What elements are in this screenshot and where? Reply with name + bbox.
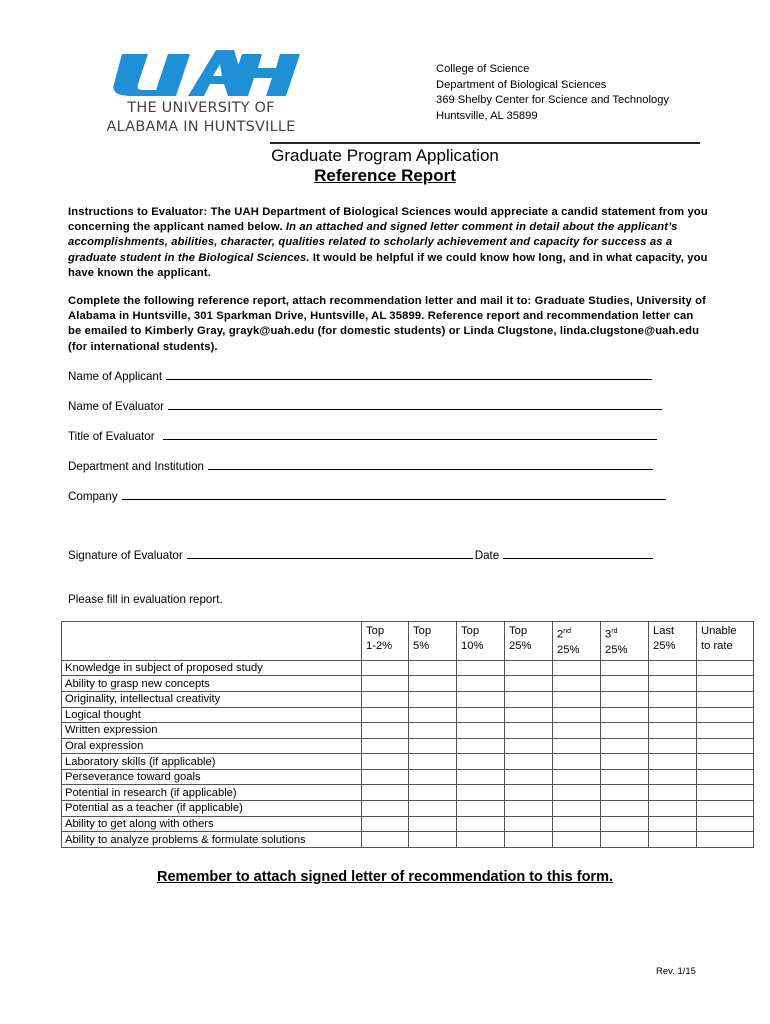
rating-cell[interactable] bbox=[362, 691, 409, 707]
company-input-line[interactable] bbox=[122, 489, 666, 500]
rating-cell[interactable] bbox=[505, 754, 553, 770]
rating-cell[interactable] bbox=[649, 801, 697, 817]
rating-column-header bbox=[649, 622, 697, 661]
rating-cell[interactable] bbox=[697, 691, 754, 707]
table-row bbox=[62, 723, 754, 739]
rating-cell[interactable] bbox=[362, 754, 409, 770]
rating-column-header bbox=[553, 622, 601, 661]
rating-cell[interactable] bbox=[649, 816, 697, 832]
rating-cell[interactable] bbox=[601, 754, 649, 770]
criterion-label: Written expression bbox=[62, 723, 362, 739]
rating-cell[interactable] bbox=[649, 707, 697, 723]
rating-cell[interactable] bbox=[601, 832, 649, 848]
rating-cell[interactable] bbox=[409, 691, 457, 707]
rating-cell[interactable] bbox=[362, 676, 409, 692]
applicant-field[interactable] bbox=[68, 369, 652, 383]
rating-cell[interactable] bbox=[457, 754, 505, 770]
rating-cell[interactable] bbox=[601, 676, 649, 692]
signature-field[interactable] bbox=[68, 548, 653, 562]
rating-cell[interactable] bbox=[649, 769, 697, 785]
rating-cell[interactable] bbox=[362, 660, 409, 676]
evaluator-input-line[interactable] bbox=[168, 399, 662, 410]
rating-cell[interactable] bbox=[649, 691, 697, 707]
rating-cell[interactable] bbox=[457, 707, 505, 723]
column-label-line-1: Top bbox=[461, 625, 480, 637]
rating-column-header bbox=[697, 622, 754, 661]
rating-cell[interactable] bbox=[505, 660, 553, 676]
rating-cell[interactable] bbox=[409, 707, 457, 723]
rating-cell[interactable] bbox=[505, 816, 553, 832]
rating-cell[interactable] bbox=[553, 723, 601, 739]
rating-cell[interactable] bbox=[505, 801, 553, 817]
rating-cell[interactable] bbox=[457, 832, 505, 848]
rating-cell[interactable] bbox=[553, 691, 601, 707]
criterion-label: Potential in research (if applicable) bbox=[62, 785, 362, 801]
rating-cell[interactable] bbox=[362, 723, 409, 739]
column-label-line-2: 25% bbox=[605, 643, 628, 656]
rating-cell[interactable] bbox=[553, 801, 601, 817]
column-label-line-1: Unable bbox=[701, 625, 737, 637]
criterion-label: Knowledge in subject of proposed study bbox=[62, 660, 362, 676]
criterion-label: Potential as a teacher (if applicable) bbox=[62, 801, 362, 817]
column-label-line-2: 25% bbox=[509, 640, 532, 652]
address-line: 369 Shelby Center for Science and Technology bbox=[436, 94, 670, 106]
rating-cell[interactable] bbox=[601, 785, 649, 801]
rating-cell[interactable] bbox=[553, 754, 601, 770]
rating-cell[interactable] bbox=[601, 801, 649, 817]
logo-line-2: ALABAMA IN HUNTSVILLE bbox=[106, 119, 296, 135]
table-row bbox=[62, 738, 754, 754]
column-label-line-1: Last bbox=[653, 625, 675, 637]
instructions-text-end: It would be helpful if we could know how long, and in what capacity, you have known the applicant. bbox=[68, 251, 708, 279]
rating-cell[interactable] bbox=[697, 769, 754, 785]
column-label-line-2: 25% bbox=[557, 643, 580, 656]
column-label-line-1: 2 bbox=[557, 628, 564, 641]
instructions-text: Instructions to Evaluator: The UAH Department of Biological Sciences would appreciate a candid statement from you concerning the applicant named below. bbox=[68, 206, 708, 234]
evaluator-title-input-line[interactable] bbox=[163, 429, 657, 440]
company-field[interactable] bbox=[68, 489, 666, 503]
column-label-line-2: 10% bbox=[461, 640, 484, 652]
rating-cell[interactable] bbox=[649, 738, 697, 754]
rating-cell[interactable] bbox=[649, 676, 697, 692]
rating-cell[interactable] bbox=[457, 801, 505, 817]
rating-cell[interactable] bbox=[457, 816, 505, 832]
signature-input-line[interactable] bbox=[187, 548, 473, 559]
rating-cell[interactable] bbox=[409, 660, 457, 676]
rating-cell[interactable] bbox=[601, 691, 649, 707]
rating-cell[interactable] bbox=[697, 785, 754, 801]
rating-column-header bbox=[601, 622, 649, 661]
criterion-label: Ability to grasp new concepts bbox=[62, 676, 362, 692]
rating-cell[interactable] bbox=[697, 723, 754, 739]
rating-cell[interactable] bbox=[697, 707, 754, 723]
table-row bbox=[62, 676, 754, 692]
rating-cell[interactable] bbox=[409, 832, 457, 848]
column-label-line-1: Top bbox=[366, 625, 385, 637]
rating-cell[interactable] bbox=[362, 707, 409, 723]
rating-cell[interactable] bbox=[601, 769, 649, 785]
revision-label: Rev. 1/15 bbox=[656, 966, 696, 977]
rating-cell[interactable] bbox=[601, 723, 649, 739]
address-block bbox=[436, 62, 669, 124]
rating-cell[interactable] bbox=[409, 769, 457, 785]
company-label: Company bbox=[68, 490, 118, 503]
rating-column-header bbox=[409, 622, 457, 661]
rating-cell[interactable] bbox=[505, 676, 553, 692]
rating-cell[interactable] bbox=[505, 723, 553, 739]
logo-line-1: THE UNIVERSITY OF bbox=[127, 100, 275, 116]
evaluation-table bbox=[61, 621, 754, 848]
column-label-superscript: rd bbox=[611, 628, 618, 635]
column-label-line-2: 25% bbox=[653, 640, 676, 652]
address-line: Department of Biological Sciences bbox=[436, 78, 607, 91]
column-label-line-2: 1-2% bbox=[366, 640, 393, 652]
rating-cell[interactable] bbox=[505, 691, 553, 707]
rating-cell[interactable] bbox=[553, 816, 601, 832]
evaluator-title-field[interactable] bbox=[68, 429, 657, 443]
criterion-label: Originality, intellectual creativity bbox=[62, 691, 362, 707]
criterion-label: Ability to analyze problems & formulate solutions bbox=[62, 832, 362, 848]
signature-label: Signature of Evaluator bbox=[68, 549, 183, 562]
rating-cell[interactable] bbox=[553, 832, 601, 848]
rating-cell[interactable] bbox=[505, 832, 553, 848]
header-divider bbox=[270, 142, 700, 144]
rating-cell[interactable] bbox=[697, 754, 754, 770]
uah-logo-mark bbox=[92, 46, 310, 102]
rating-cell[interactable] bbox=[649, 754, 697, 770]
date-input-line[interactable] bbox=[503, 548, 653, 559]
rating-column-header bbox=[505, 622, 553, 661]
table-row bbox=[62, 754, 754, 770]
address-line: College of Science bbox=[436, 63, 530, 75]
mailing-instructions: Complete the following reference report, attach recommendation letter and mail it to: Graduate Studies, University of Alabama in Huntsville, 301 Sparkman Drive, Huntsville, AL 35899. Reference report and recommendation letter can be emailed to Kimberly Gray, grayk@uah.edu (for domestic students) or Linda Clugstone, linda.clugstone@uah.edu (for international students). bbox=[68, 295, 706, 353]
rating-cell[interactable] bbox=[553, 660, 601, 676]
rating-cell[interactable] bbox=[409, 676, 457, 692]
address-line: Huntsville, AL 35899 bbox=[436, 109, 538, 122]
rating-cell[interactable] bbox=[553, 707, 601, 723]
rating-cell[interactable] bbox=[362, 738, 409, 754]
date-label: Date bbox=[474, 549, 500, 562]
rating-cell[interactable] bbox=[362, 832, 409, 848]
rating-cell[interactable] bbox=[409, 816, 457, 832]
rating-column-header bbox=[362, 622, 409, 661]
rating-cell[interactable] bbox=[601, 816, 649, 832]
rating-cell[interactable] bbox=[505, 769, 553, 785]
table-row bbox=[62, 785, 754, 801]
evaluation-note: Please fill in evaluation report. bbox=[68, 593, 223, 606]
rating-cell[interactable] bbox=[409, 738, 457, 754]
rating-cell[interactable] bbox=[457, 785, 505, 801]
column-label-line-2: to rate bbox=[701, 640, 733, 652]
form-subtitle: Reference Report bbox=[314, 166, 456, 185]
table-row bbox=[62, 816, 754, 832]
table-row bbox=[62, 707, 754, 723]
rating-cell[interactable] bbox=[362, 801, 409, 817]
reminder-text: Remember to attach signed letter of recommendation to this form. bbox=[156, 869, 613, 885]
column-label-line-1: Top bbox=[413, 625, 432, 637]
department-input-line[interactable] bbox=[208, 459, 653, 470]
criterion-label: Logical thought bbox=[62, 707, 362, 723]
rating-cell[interactable] bbox=[505, 707, 553, 723]
rating-cell[interactable] bbox=[649, 832, 697, 848]
table-header-row bbox=[62, 622, 754, 661]
table-row bbox=[62, 691, 754, 707]
criterion-label: Laboratory skills (if applicable) bbox=[62, 754, 362, 770]
rating-cell[interactable] bbox=[457, 691, 505, 707]
rating-cell[interactable] bbox=[553, 676, 601, 692]
rating-cell[interactable] bbox=[649, 660, 697, 676]
applicant-label: Name of Applicant bbox=[68, 370, 163, 383]
rating-cell[interactable] bbox=[697, 738, 754, 754]
rating-cell[interactable] bbox=[457, 738, 505, 754]
rating-cell[interactable] bbox=[362, 785, 409, 801]
rating-cell[interactable] bbox=[409, 723, 457, 739]
rating-cell[interactable] bbox=[457, 676, 505, 692]
instructions-italic-text: In an attached and signed letter comment in detail about the applicant’s accomplishments, abilities, character, qualities related to scholarly achievement and capacity for success as a graduate student in the Biological Sciences. bbox=[68, 221, 678, 264]
form-title: Graduate Program Application bbox=[271, 146, 499, 165]
rating-cell[interactable] bbox=[457, 660, 505, 676]
rating-cell[interactable] bbox=[697, 816, 754, 832]
rating-cell[interactable] bbox=[553, 785, 601, 801]
applicant-input-line[interactable] bbox=[166, 369, 652, 380]
rating-column-header bbox=[457, 622, 505, 661]
rating-cell[interactable] bbox=[505, 738, 553, 754]
rating-cell[interactable] bbox=[697, 676, 754, 692]
table-row bbox=[62, 832, 754, 848]
table-row bbox=[62, 660, 754, 676]
criterion-label: Ability to get along with others bbox=[62, 816, 362, 832]
rating-cell[interactable] bbox=[457, 769, 505, 785]
evaluator-title-label: Title of Evaluator bbox=[68, 430, 155, 443]
evaluator-label: Name of Evaluator bbox=[68, 400, 165, 413]
uah-logo bbox=[92, 46, 310, 138]
department-label: Department and Institution bbox=[68, 460, 204, 473]
rating-cell[interactable] bbox=[601, 660, 649, 676]
rating-cell[interactable] bbox=[409, 785, 457, 801]
rating-cell[interactable] bbox=[409, 754, 457, 770]
criteria-header bbox=[62, 622, 362, 661]
column-label-line-2: 5% bbox=[413, 640, 430, 652]
rating-cell[interactable] bbox=[697, 832, 754, 848]
rating-cell[interactable] bbox=[553, 738, 601, 754]
instructions-paragraph bbox=[68, 205, 708, 281]
column-label-line-1: Top bbox=[509, 625, 528, 637]
rating-cell[interactable] bbox=[649, 723, 697, 739]
rating-cell[interactable] bbox=[697, 801, 754, 817]
rating-cell[interactable] bbox=[362, 769, 409, 785]
rating-cell[interactable] bbox=[601, 707, 649, 723]
table-row bbox=[62, 769, 754, 785]
rating-cell[interactable] bbox=[649, 785, 697, 801]
criterion-label: Oral expression bbox=[62, 738, 362, 754]
column-label-line-1: 3 bbox=[605, 628, 612, 641]
rating-cell[interactable] bbox=[553, 769, 601, 785]
rating-cell[interactable] bbox=[409, 801, 457, 817]
column-label-superscript: nd bbox=[563, 628, 572, 635]
table-row bbox=[62, 801, 754, 817]
evaluator-field[interactable] bbox=[68, 399, 662, 413]
department-field[interactable] bbox=[68, 459, 653, 473]
rating-cell[interactable] bbox=[697, 660, 754, 676]
rating-cell[interactable] bbox=[601, 738, 649, 754]
rating-cell[interactable] bbox=[457, 723, 505, 739]
criterion-label: Perseverance toward goals bbox=[62, 769, 362, 785]
rating-cell[interactable] bbox=[505, 785, 553, 801]
rating-cell[interactable] bbox=[362, 816, 409, 832]
